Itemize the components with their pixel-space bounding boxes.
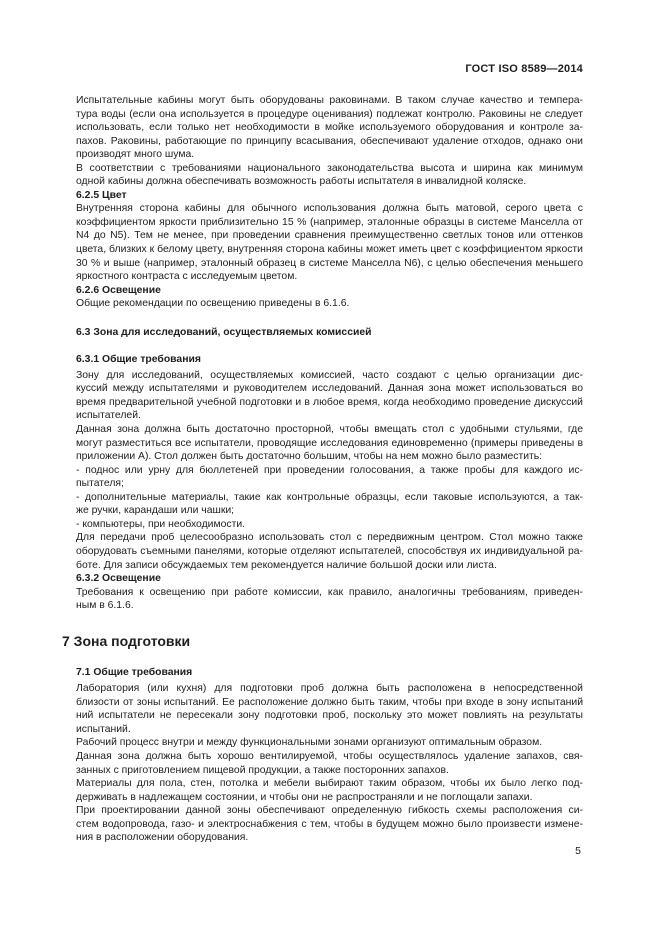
text-line: близости от зоны испытаний. Ее расположение должно быть таким, чтобы при входе в зону испытаний — [76, 696, 583, 708]
text-line: Данная зона должна быть достаточно просторной, чтобы вмещать стол с удобными стульями, где — [76, 424, 583, 436]
paragraph — [62, 531, 583, 572]
text-line: ным в 6.1.6. — [76, 600, 134, 612]
document-body — [62, 94, 583, 845]
list-item — [62, 464, 583, 491]
paragraph — [62, 750, 583, 777]
paragraph — [62, 297, 583, 311]
subsection-heading-6-3-2: 6.3.2 Освещение — [76, 573, 161, 585]
text-line: время предварительной учебной подготовки и в любое время, когда необходимо проведение дискуссий — [76, 396, 583, 408]
text-line: При проектировании данной зоны обеспечивают определенную гибкость схемы расположения си- — [76, 805, 583, 817]
text-line: - дополнительные материалы, такие как контрольные образцы, если таковые используются, а так- — [76, 491, 583, 503]
paragraph — [62, 94, 583, 162]
text-line: производят много шума. — [76, 149, 195, 161]
paragraph — [62, 162, 583, 189]
text-line: Требования к освещению при работе комиссии, как правило, аналогичны требованиям, приведен- — [76, 586, 583, 598]
subsection-heading-6-3-1: 6.3.1 Общие требования — [76, 354, 201, 366]
text-line: Внутренняя сторона кабины для обычного использования должна быть матовой, серого цвета с — [76, 203, 583, 215]
text-line: тура воды (если она используется в процедуре оценивания) подлежат контролю. Раковины не следует — [76, 108, 583, 120]
text-line: Рабочий процесс внутри и между функциональными зонами организуют оптимальным образом. — [76, 737, 543, 749]
text-line: держивать в надлежащем состоянии, и чтобы они не распространяли и не поглощали запахи. — [76, 791, 533, 803]
section-heading-7-1: 7.1 Общие требования — [76, 666, 193, 678]
paragraph — [62, 682, 583, 736]
paragraph — [62, 202, 583, 283]
text-line: пахов. Раковины, работающие по принципу всасывания, обеспечивают удаление отходов, однако они — [76, 135, 583, 147]
text-line: одной кабины должна обеспечивать возможность работы испытателя в инвалидной коляске. — [76, 176, 527, 188]
text-line: оборудовать съемными панелями, которые отделяют испытателей, способствуя их индивидуальной ра- — [76, 545, 583, 557]
text-line: 30 % и выше (например, эталонный образец в системе Манселла N6), с целью обеспечения меньшего — [76, 257, 583, 269]
text-line: использовать, если только нет необходимости в мойке используемого оборудования и контроле за- — [76, 122, 583, 134]
subsection-heading-6-2-5: 6.2.5 Цвет — [76, 189, 127, 201]
text-line: боте. Для записи обсуждаемых тем рекомендуется наличие большой доски или листа. — [76, 559, 497, 571]
text-line: цвета, близких к белому цвету, внутренняя сторона кабины может иметь цвет с коэффициентом яркости — [76, 244, 583, 256]
document-header: ГОСТ ISO 8589—2014 — [465, 63, 583, 75]
text-line: Для передачи проб целесообразно использовать стол с передвижным центром. Стол можно также — [76, 532, 583, 544]
paragraph — [62, 369, 583, 423]
text-line: - компьютеры, при необходимости. — [76, 518, 246, 530]
text-line: занных с приготовлением пищевой продукции, а также посторонних запахов. — [76, 764, 449, 776]
text-line: испытаний. — [76, 723, 131, 735]
paragraph — [62, 423, 583, 464]
text-line: Общие рекомендации по освещению приведены в 6.1.6. — [76, 298, 350, 310]
paragraph — [62, 586, 583, 613]
text-line: коэффициентом яркости приблизительно 15 % (например, эталонные образцы в системе Манселла от — [76, 216, 583, 228]
text-line: стем водопровода, газо- и электроснабжения с тем, чтобы в будущем можно было произвести измене- — [76, 818, 583, 830]
text-line: Материалы для пола, стен, потолка и мебели выбирают таким образом, чтобы их было легко под- — [76, 778, 583, 790]
text-line: куссий между испытателями и руководителем исследований. Данная зона может использоваться во — [76, 383, 583, 395]
text-line: испытателей. — [76, 410, 141, 422]
text-line: же ручки, карандаши или чашки; — [76, 505, 235, 517]
text-line: N4 до N5). Тем не менее, при проведении сравнения преимущественно светлых тонов или оттенков — [76, 230, 583, 242]
text-line: ний испытатели не пересекали зону подготовки проб, поскольку это может повлиять на результаты — [76, 710, 583, 722]
text-line: могут разместиться все испытатели, проводящие исследования единовременно (примеры приведены в — [76, 437, 583, 449]
text-line: Лаборатория (или кухня) для подготовки проб должна быть расположена в непосредственной — [76, 683, 583, 695]
text-line: Зону для исследований, осуществляемых комиссией, часто создают с целью организации дис- — [76, 369, 583, 381]
paragraph — [62, 736, 583, 750]
paragraph — [62, 777, 583, 804]
text-line: - поднос или урну для бюллетеней при проведении голосования, а также пробы для каждого ис- — [76, 464, 583, 476]
text-line: В соответствии с требованиями национального законодательства высота и ширина как минимум — [76, 162, 583, 174]
text-line: приложении А). Стол должен быть достаточно большим, чтобы на нем можно было разместить: — [76, 451, 543, 463]
text-line: яркостного контраста с исследуемым цветом. — [76, 271, 298, 283]
text-line: пытателя; — [76, 478, 124, 490]
subsection-heading-6-2-6: 6.2.6 Освещение — [76, 284, 161, 296]
text-line: ния в расположении оборудования. — [76, 832, 249, 844]
text-line: Данная зона должна быть хорошо вентилируемой, чтобы осуществлялось удаление запахов, свя- — [76, 750, 583, 762]
list-item — [62, 491, 583, 518]
paragraph — [62, 804, 583, 845]
text-line: Испытательные кабины могут быть оборудованы раковинами. В таком случае качество и темпера- — [76, 95, 583, 106]
chapter-heading-7: 7 Зона подготовки — [62, 632, 191, 649]
section-heading-6-3: 6.3 Зона для исследований, осуществляемых комиссией — [76, 326, 372, 338]
list-item — [62, 518, 583, 532]
page-number: 5 — [575, 845, 581, 857]
